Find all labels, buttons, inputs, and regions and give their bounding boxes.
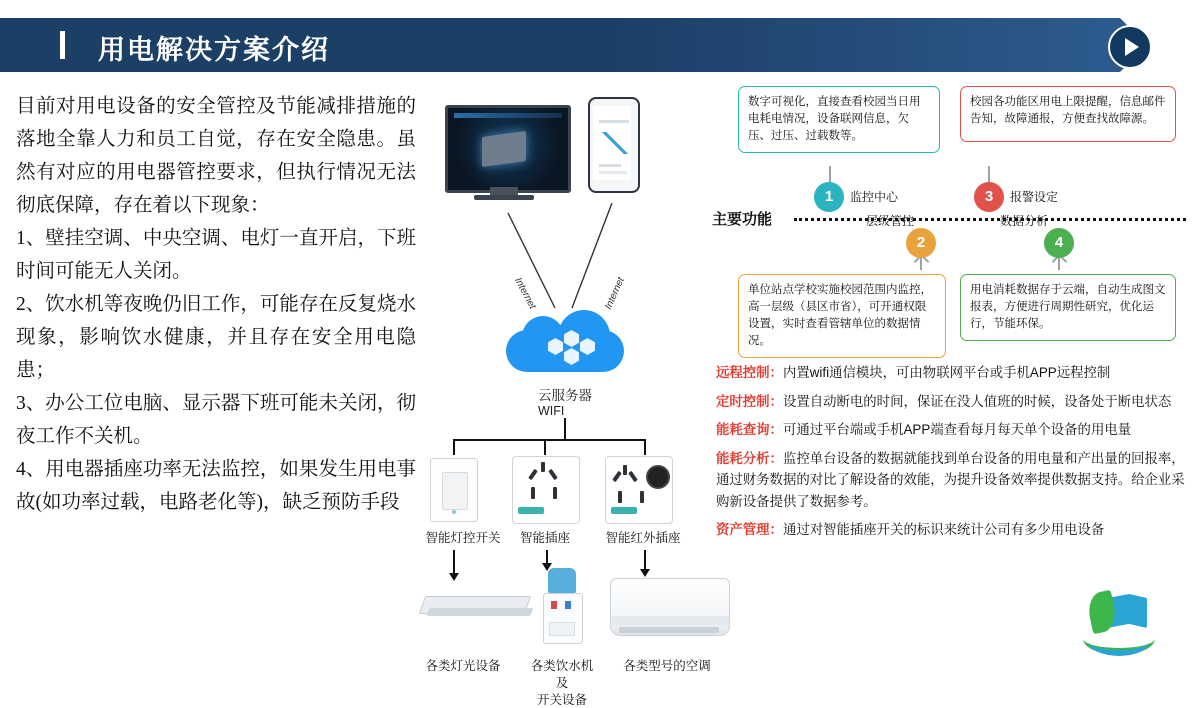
cloud-connector-lines [420,193,710,323]
feature-body-timer: 设置自动断电的时间，保证在没人值班的时候，设备处于断电状态 [782,393,1172,409]
trunk-branch-1 [453,439,455,455]
play-button[interactable] [1108,25,1152,69]
arrow-to-coolers [546,550,548,564]
page-header [0,18,1197,72]
feature-asset-management [716,519,1192,541]
feature-body-query: 可通过平台端或手机APP端查看每月每天单个设备的用电量 [782,422,1132,437]
node-3-label: 报警设定 [1010,190,1059,204]
logo-arc-blue [1089,628,1149,656]
left-item-3: 3、办公工位电脑、显示器下班可能未关闭，彻夜工作不关机。 [16,393,416,447]
feature-timer-control [716,391,1192,413]
endpoint-label-water-2: 及 [555,676,569,690]
monitor-icon [445,105,571,193]
cloud-server-label: 云服务器 [538,388,592,403]
internet-label-left: Internet [512,275,538,312]
smart-light-switch-icon [430,458,478,522]
device-label-light-switch: 智能灯控开关 [425,531,501,545]
left-intro-paragraph: 目前对用电设备的安全管控及节能减排措施的落地全靠人力和员工自觉，存在安全隐患。虽然有对应的用电器管控要求，但执行情况无法彻底保障，存在着以下现象： [16,96,416,216]
feature-key-remote: 远程控制： [716,365,783,380]
company-logo [1083,588,1159,650]
trunk-horizontal [453,439,645,441]
feature-energy-query [716,419,1192,441]
node-4-data-analysis[interactable]: 4 [1044,228,1074,258]
arrow-to-ac [644,550,646,570]
air-conditioner-icon [610,578,730,636]
left-text-column [16,90,416,519]
left-item-1: 1、壁挂空调、中央空调、电灯一直开启，下班时间可能无人关闭。 [16,228,416,282]
node-2-hierarchy-control[interactable]: 2 [906,228,936,258]
trunk-vertical [564,418,566,440]
feature-body-asset: 通过对智能插座开关的标识来统计公司有多少用电设备 [782,522,1105,537]
wifi-label: WIFI [538,404,565,418]
endpoint-label-water-1: 各类饮水机 [530,659,594,673]
main-functions-label: 主要功能 [712,211,773,228]
internet-label-right: Internet [603,275,627,312]
callout-hierarchy-control: 单位站点学校实施校园范围内监控，高一层级（县区市省），可开通权限设置，实时查看管辖单位的数据情况。 [738,274,946,358]
endpoint-label-water-3: 开关设备 [536,693,587,707]
callout-alarm-setting: 校园各功能区用电上限提醒，信息邮件告知，故障通报，方便查找故障源。 [960,86,1176,142]
node-1-monitoring-center[interactable]: 1 [814,182,844,212]
smartphone-icon [588,97,640,193]
smart-socket-icon [512,456,580,524]
left-item-4: 4、用电器插座功率无法监控，如果发生用电事故(如功率过载，电路老化等)，缺乏预防手段 [16,459,416,513]
feature-energy-analysis [716,448,1192,513]
architecture-diagram [420,88,711,707]
feature-key-timer: 定时控制： [716,393,783,409]
feature-body-remote: 内置wifi通信模块，可由物联网平台或手机APP远程控制 [782,365,1111,380]
feature-key-asset: 资产管理： [716,522,783,537]
trunk-branch-3 [644,439,646,455]
node-4-label: 数据分析 [1000,214,1049,228]
left-item-2: 2、饮水机等夜晚仍旧工作，可能存在反复烧水现象，影响饮水健康，并且存在安全用电隐患； [16,294,416,381]
light-fixture-icon [422,588,532,624]
node-3-alarm-setting[interactable]: 3 [974,182,1004,212]
callout-monitoring-center: 数字可视化，直接查看校园当日用电耗电情况，设备联网信息，欠压、过压、过载数等。 [738,86,940,153]
arrow-to-lights [453,550,455,574]
play-icon [1125,38,1139,56]
water-dispenser-icon [540,568,584,642]
device-label-ir-socket: 智能红外插座 [605,531,681,545]
main-functions-diagram [712,86,1190,366]
feature-list [716,362,1192,548]
feature-body-analysis: 监控单台设备的数据就能找到单台设备的用电量和产出量的回报率，通过财务数据的对比了解设备的效能，为提升设备效率提供数据支持。给企业采购新设备提供了数据参考。 [716,450,1185,509]
node-2-label: 层级管控 [866,214,915,228]
feature-key-query: 能耗查询： [716,422,783,437]
device-label-smart-socket: 智能插座 [519,531,570,545]
smart-ir-socket-icon [605,456,673,524]
trunk-branch-2 [544,439,546,455]
endpoint-label-lights: 各类灯光设备 [425,659,501,673]
feature-key-analysis: 能耗分析： [716,450,783,466]
page-title: 用电解决方案介绍 [98,35,330,65]
endpoint-label-ac: 各类型号的空调 [623,659,711,673]
feature-remote-control [716,362,1192,384]
timeline-dotted-line [794,218,1186,221]
header-accent-bar [60,31,65,59]
node-1-label: 监控中心 [850,190,899,204]
callout-data-analysis: 用电消耗数据存于云端，自动生成图文报表，方便进行周期性研究，优化运行，节能环保。 [960,274,1176,341]
cloud-server-icon [506,316,624,380]
